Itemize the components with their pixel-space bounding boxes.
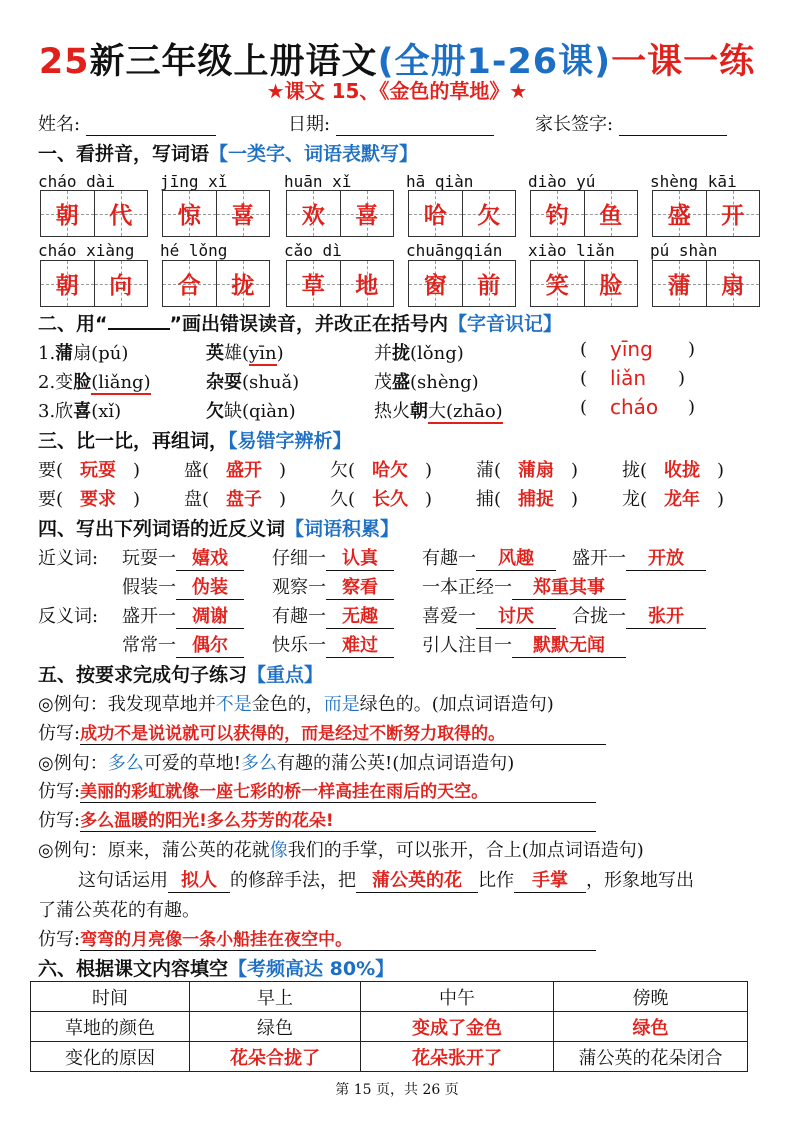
answer-character: 朝 (55, 272, 79, 299)
answer-character: 哈 (423, 202, 447, 229)
lesson-subtitle: ★课文 15、《金色的草地》★ (266, 79, 528, 103)
date-label: 日期: (288, 114, 331, 135)
pronunciation-item (206, 397, 296, 423)
character-cell[interactable] (94, 261, 148, 306)
item-text: (shèng) (410, 372, 479, 393)
right-paren: ) (678, 368, 686, 389)
source-word: 观察一 (272, 577, 326, 598)
paren: ) (279, 460, 287, 481)
table-header: 早上 (190, 982, 361, 1012)
character-cell[interactable] (41, 191, 94, 236)
paren: ( (640, 489, 648, 510)
copy-2b: 仿写:多么温暖的阳光!多么芬芳的花朵! (38, 806, 596, 832)
answer-character: 扇 (721, 272, 745, 299)
answer-word[interactable]: 认真 (326, 544, 394, 571)
source-word: 玩耍一 (122, 548, 176, 569)
word-pair (122, 602, 244, 629)
answer-character: 喜 (231, 202, 255, 229)
answer-word[interactable]: 默默无闻 (512, 631, 626, 658)
compare-item (622, 456, 724, 482)
answer-character: 开 (721, 202, 745, 229)
pinyin-label: diào yú (528, 172, 596, 191)
section-2-heading: 二、用“ ”画出错误读音，并改正在括号内【字音识记】 (38, 313, 563, 335)
answer-character: 拢 (231, 272, 255, 299)
bold-char: 盛 (392, 372, 410, 393)
section-4-heading: 四、写出下列词语的近反义词【词语积累】 (38, 518, 400, 540)
character-cell[interactable] (653, 191, 706, 236)
character-cell[interactable] (41, 261, 94, 306)
character-box[interactable] (40, 190, 148, 237)
paren: ) (133, 489, 141, 510)
item-text: 缺 (224, 401, 242, 422)
bold-char: 朝 (410, 401, 428, 422)
item-text: (xǐ) (91, 401, 122, 422)
paren: ( (494, 489, 502, 510)
bold-char: 欠 (206, 401, 224, 422)
base-char: 要 (38, 460, 56, 481)
section-2-tag: 【字音识记】 (448, 313, 563, 335)
bold-char: 拢 (392, 343, 410, 364)
answer-character: 惊 (177, 202, 201, 229)
answer-blank[interactable]: 蒲公英的花 (356, 866, 478, 893)
right-paren: ) (688, 397, 696, 418)
item-text: 并 (374, 343, 392, 364)
item-text: ) (276, 343, 284, 364)
copy-1: 仿写:成功不是说说就可以获得的，而是经过不断努力取得的。 (38, 719, 606, 745)
pronunciation-item (38, 368, 151, 394)
character-cell[interactable] (584, 261, 638, 306)
answer-sentence[interactable]: 成功不是说说就可以获得的，而是经过不断努力取得的。 (80, 719, 606, 745)
table-header: 时间 (31, 982, 190, 1012)
paren: ( (56, 460, 64, 481)
pinyin-label: shèng kāi (650, 172, 737, 191)
table-cell: 绿色 (190, 1012, 361, 1042)
title-main: 新三年级上册语文 (89, 42, 378, 82)
title-number: 25 (38, 42, 90, 82)
answer-word[interactable]: 长久 (372, 489, 409, 510)
character-box[interactable] (408, 260, 516, 307)
paren: ) (717, 460, 725, 481)
item-text: 耍 (224, 372, 242, 393)
source-word: 假装一 (122, 577, 176, 598)
compare-item (622, 485, 724, 511)
base-char: 龙 (622, 489, 640, 510)
word-pair (422, 544, 556, 571)
source-word: 一本正经一 (422, 577, 512, 598)
section-5-heading: 五、按要求完成句子练习【重点】 (38, 664, 324, 686)
section-6-tag: 【考频高达 80%】 (228, 958, 395, 980)
pronunciation-item (206, 368, 299, 394)
section-3-tag: 【易错字辨析】 (228, 430, 352, 452)
source-word: 快乐一 (272, 635, 326, 656)
content-table (30, 981, 748, 1072)
character-cell[interactable] (706, 261, 760, 306)
word-pair (422, 602, 556, 629)
answer-word[interactable]: 偶尔 (176, 631, 244, 658)
item-text: 热火 (374, 401, 410, 422)
base-char: 拢 (622, 460, 640, 481)
table-row (31, 1012, 748, 1042)
paren: ( (56, 489, 64, 510)
name-blank[interactable] (86, 114, 216, 136)
parent-sign-blank[interactable] (619, 114, 727, 136)
character-cell[interactable] (94, 191, 148, 236)
paren: ) (717, 489, 725, 510)
source-word: 常常一 (122, 635, 176, 656)
answer-word[interactable]: 捕捉 (518, 489, 555, 510)
example-3: ◎例句：原来，蒲公英的花就像我们的手掌，可以张开，合上(加点词语造句) (38, 840, 644, 861)
compare-item (38, 456, 140, 482)
source-word: 仔细一 (272, 548, 326, 569)
word-pair (272, 631, 394, 658)
compare-item (476, 485, 578, 511)
answer-word[interactable]: 无趣 (326, 602, 394, 629)
character-cell[interactable] (163, 261, 216, 306)
table-header: 傍晚 (554, 982, 748, 1012)
answer-word[interactable]: 龙年 (664, 489, 701, 510)
title-paren: (全册1-26课) (377, 42, 612, 82)
answer-sentence[interactable]: 多么温暖的阳光!多么芬芳的花朵! (80, 806, 596, 832)
answer-sentence[interactable]: 弯弯的月亮像一条小船挂在夜空中。 (80, 925, 596, 951)
answer-word[interactable]: 要求 (80, 489, 117, 510)
example-2: ◎例句：多么可爱的草地!多么有趣的蒲公英!(加点词语造句) (38, 753, 515, 774)
name-label: 姓名: (38, 114, 81, 135)
answer-word[interactable]: 难过 (326, 631, 394, 658)
section-4-tag: 【词语积累】 (285, 518, 400, 540)
word-pair (572, 602, 706, 629)
answer-character: 代 (109, 202, 133, 229)
pronunciation-item (374, 397, 503, 423)
answer-character: 欠 (477, 202, 501, 229)
answer-word[interactable]: 盘子 (226, 489, 263, 510)
compare-item (38, 485, 140, 511)
compare-item (476, 456, 578, 482)
pinyin-label: xiào liǎn (528, 241, 615, 260)
pronunciation-item (38, 397, 121, 423)
character-box[interactable] (162, 190, 270, 237)
answer-character: 笑 (545, 272, 569, 299)
underline-sample (108, 328, 170, 330)
character-cell[interactable] (531, 261, 584, 306)
base-char: 久 (330, 489, 348, 510)
base-char: 盛 (184, 460, 202, 481)
pinyin-label: cháo xiàng (38, 241, 135, 260)
character-cell[interactable] (216, 261, 270, 306)
answer-character: 向 (109, 272, 133, 299)
answer-word[interactable]: 察看 (326, 573, 394, 600)
source-word: 引人注目一 (422, 635, 512, 656)
word-pair (122, 544, 244, 571)
character-cell[interactable] (584, 191, 638, 236)
character-box[interactable] (652, 260, 760, 307)
word-pair (272, 573, 394, 600)
source-word: 喜爱一 (422, 606, 476, 627)
name-field (38, 110, 216, 136)
character-box[interactable] (530, 260, 638, 307)
character-cell[interactable] (340, 261, 394, 306)
page-footer: 第 15 页，共 26 页 (335, 1082, 459, 1098)
pronunciation-item (38, 339, 128, 365)
paren: ) (279, 489, 287, 510)
example-1: ◎例句：我发现草地并不是金色的，而是绿色的。(加点词语造句) (38, 694, 554, 715)
source-word: 盛开一 (572, 548, 626, 569)
base-char: 要 (38, 489, 56, 510)
example-3-end: 了蒲公英花的有趣。 (38, 900, 200, 921)
character-box[interactable] (530, 190, 638, 237)
item-text: 3.欣 (38, 401, 74, 422)
answer-character: 蒲 (667, 272, 691, 299)
section-1-tag: 【一类字、词语表默写】 (209, 143, 419, 165)
answer-character: 喜 (355, 202, 379, 229)
character-cell[interactable] (409, 191, 462, 236)
parent-sign-label: 家长签字: (535, 114, 614, 135)
table-header: 中午 (361, 982, 554, 1012)
character-box[interactable] (286, 190, 394, 237)
character-cell[interactable] (409, 261, 462, 306)
compare-item (330, 456, 432, 482)
bold-char: 脸 (73, 372, 92, 393)
section-3-heading: 三、比一比，再组词，【易错字辨析】 (38, 430, 352, 452)
word-pair (572, 544, 706, 571)
word-pair (122, 573, 244, 600)
key-word: 而是 (323, 694, 360, 715)
answer-character: 脸 (599, 272, 623, 299)
character-box[interactable] (652, 190, 760, 237)
pronunciation-item (374, 339, 464, 365)
pinyin-label: cháo dài (38, 172, 116, 191)
copy-3: 仿写:弯弯的月亮像一条小船挂在夜空中。 (38, 925, 596, 951)
left-paren: ( (580, 368, 588, 389)
paren: ( (348, 460, 356, 481)
example-3-analysis: 这句话运用 拟人 的修辞手法，把 蒲公英的花 比作 手掌 ，形象地写出 (78, 866, 694, 893)
item-text: (shuǎ) (242, 372, 300, 393)
copy-2a: 仿写:美丽的彩虹就像一座七彩的桥一样高挂在雨后的天空。 (38, 777, 596, 803)
character-cell[interactable] (287, 261, 340, 306)
answer-sentence[interactable]: 美丽的彩虹就像一座七彩的桥一样高挂在雨后的天空。 (80, 777, 596, 803)
answer-character: 地 (355, 272, 379, 299)
synonym-label: 近义词: (38, 548, 99, 569)
table-answer-cell[interactable]: 花朵合拢了 (190, 1042, 361, 1072)
answer-character: 合 (177, 272, 201, 299)
answer-character: 盛 (667, 202, 691, 229)
answer-word[interactable]: 风趣 (476, 544, 556, 571)
answer-character: 欢 (301, 202, 325, 229)
bold-char: 蒲 (55, 343, 74, 364)
paren: ( (348, 489, 356, 510)
key-word: 像 (269, 840, 288, 861)
paren: ( (640, 460, 648, 481)
word-pair (422, 631, 626, 658)
section-6-heading: 六、根据课文内容填空【考频高达 80%】 (38, 958, 395, 980)
paren: ) (425, 460, 433, 481)
answer-word[interactable]: 玩耍 (80, 460, 117, 481)
word-pair (272, 544, 394, 571)
answer-word[interactable]: 盛开 (226, 460, 263, 481)
table-answer-cell[interactable]: 花朵张开了 (361, 1042, 554, 1072)
item-text: 2.变 (38, 372, 74, 393)
compare-item (184, 456, 286, 482)
table-row (31, 1042, 748, 1072)
left-paren: ( (580, 397, 588, 418)
item-text: 扇(pú) (73, 343, 129, 364)
right-paren: ) (688, 339, 696, 360)
character-cell[interactable] (340, 191, 394, 236)
answer-word[interactable]: 伪装 (176, 573, 244, 600)
character-cell[interactable] (706, 191, 760, 236)
item-text: (lǒng) (410, 343, 464, 364)
paren: ) (425, 489, 433, 510)
source-word: 有趣一 (272, 606, 326, 627)
table-cell: 蒲公英的花朵闭合 (554, 1042, 748, 1072)
answer-word[interactable]: 哈欠 (372, 460, 409, 481)
answer-character: 朝 (55, 202, 79, 229)
pinyin-label: huān xǐ (284, 172, 352, 191)
answer-character: 窗 (423, 272, 447, 299)
paren: ) (571, 460, 579, 481)
answer-word[interactable]: 收拢 (664, 460, 701, 481)
base-char: 欠 (330, 460, 348, 481)
pinyin-label: jīng xǐ (160, 172, 228, 191)
answer-blank[interactable]: 手掌 (514, 866, 586, 893)
pinyin-label: hā qiàn (406, 172, 474, 191)
word-pair (422, 573, 626, 600)
parent-sign-field (535, 110, 727, 136)
pinyin-label: hé lǒng (160, 241, 228, 260)
answer-character: 钓 (545, 202, 569, 229)
answer-word[interactable]: 郑重其事 (512, 573, 626, 600)
character-cell[interactable] (462, 191, 516, 236)
source-word: 合拢一 (572, 606, 626, 627)
bold-char: 英 (206, 343, 224, 364)
character-cell[interactable] (216, 191, 270, 236)
base-char: 盘 (184, 489, 202, 510)
item-text: 1. (38, 343, 56, 364)
date-field (288, 110, 494, 136)
key-word: 多么 (240, 753, 277, 774)
answer-character: 草 (301, 272, 325, 299)
section-5-tag: 【重点】 (247, 664, 324, 686)
answer-pinyin[interactable]: liǎn (610, 366, 647, 390)
character-box[interactable] (40, 260, 148, 307)
base-char: 捕 (476, 489, 494, 510)
antonym-label: 反义词: (38, 606, 99, 627)
title-tail: 一课一练 (611, 42, 756, 82)
character-cell[interactable] (163, 191, 216, 236)
table-header-row (31, 982, 748, 1012)
pronunciation-item (206, 339, 284, 365)
answer-word[interactable]: 蒲扇 (518, 460, 555, 481)
answer-pinyin[interactable]: cháo (610, 395, 659, 419)
table-answer-cell[interactable]: 变成了金色 (361, 1012, 554, 1042)
answer-blank[interactable]: 拟人 (168, 866, 230, 893)
pinyin-label: cǎo dì (284, 241, 342, 260)
table-answer-cell[interactable]: 绿色 (554, 1012, 748, 1042)
table-cell: 草地的颜色 (31, 1012, 190, 1042)
answer-character: 鱼 (599, 202, 623, 229)
paren: ( (202, 489, 210, 510)
character-cell[interactable] (653, 261, 706, 306)
compare-item (184, 485, 286, 511)
character-box[interactable] (286, 260, 394, 307)
item-text: yīn (249, 343, 277, 364)
word-pair (272, 602, 394, 629)
bold-char: 杂 (206, 372, 224, 393)
answer-word[interactable]: 嬉戏 (176, 544, 244, 571)
item-text: 雄( (224, 343, 250, 364)
pinyin-label: chuāngqián (406, 241, 503, 260)
paren: ( (494, 460, 502, 481)
answer-word[interactable]: 开放 (626, 544, 706, 571)
answer-word[interactable]: 讨厌 (476, 602, 556, 629)
paren: ( (202, 460, 210, 481)
section-1-heading: 一、看拼音，写词语【一类字、词语表默写】 (38, 143, 419, 165)
key-word: 不是 (215, 694, 252, 715)
bold-char: 喜 (73, 401, 92, 422)
item-text: (liǎng) (91, 372, 151, 393)
date-blank[interactable] (336, 114, 494, 136)
source-word: 有趣一 (422, 548, 476, 569)
character-cell[interactable] (462, 261, 516, 306)
answer-pinyin[interactable]: yīng (610, 337, 653, 361)
table-cell: 变化的原因 (31, 1042, 190, 1072)
pinyin-label: pú shàn (650, 241, 718, 260)
item-text: 大(zhāo) (428, 401, 503, 422)
answer-word[interactable]: 凋谢 (176, 602, 244, 629)
character-cell[interactable] (531, 191, 584, 236)
character-box[interactable] (162, 260, 270, 307)
key-word: 多么 (107, 753, 144, 774)
word-pair (122, 631, 244, 658)
base-char: 蒲 (476, 460, 494, 481)
item-text: (qiàn) (242, 401, 296, 422)
answer-character: 前 (477, 272, 501, 299)
compare-item (330, 485, 432, 511)
answer-word[interactable]: 张开 (626, 602, 706, 629)
paren: ) (133, 460, 141, 481)
pronunciation-item (374, 368, 479, 394)
item-text: 茂 (374, 372, 392, 393)
character-cell[interactable] (287, 191, 340, 236)
left-paren: ( (580, 339, 588, 360)
source-word: 盛开一 (122, 606, 176, 627)
character-box[interactable] (408, 190, 516, 237)
paren: ) (571, 489, 579, 510)
